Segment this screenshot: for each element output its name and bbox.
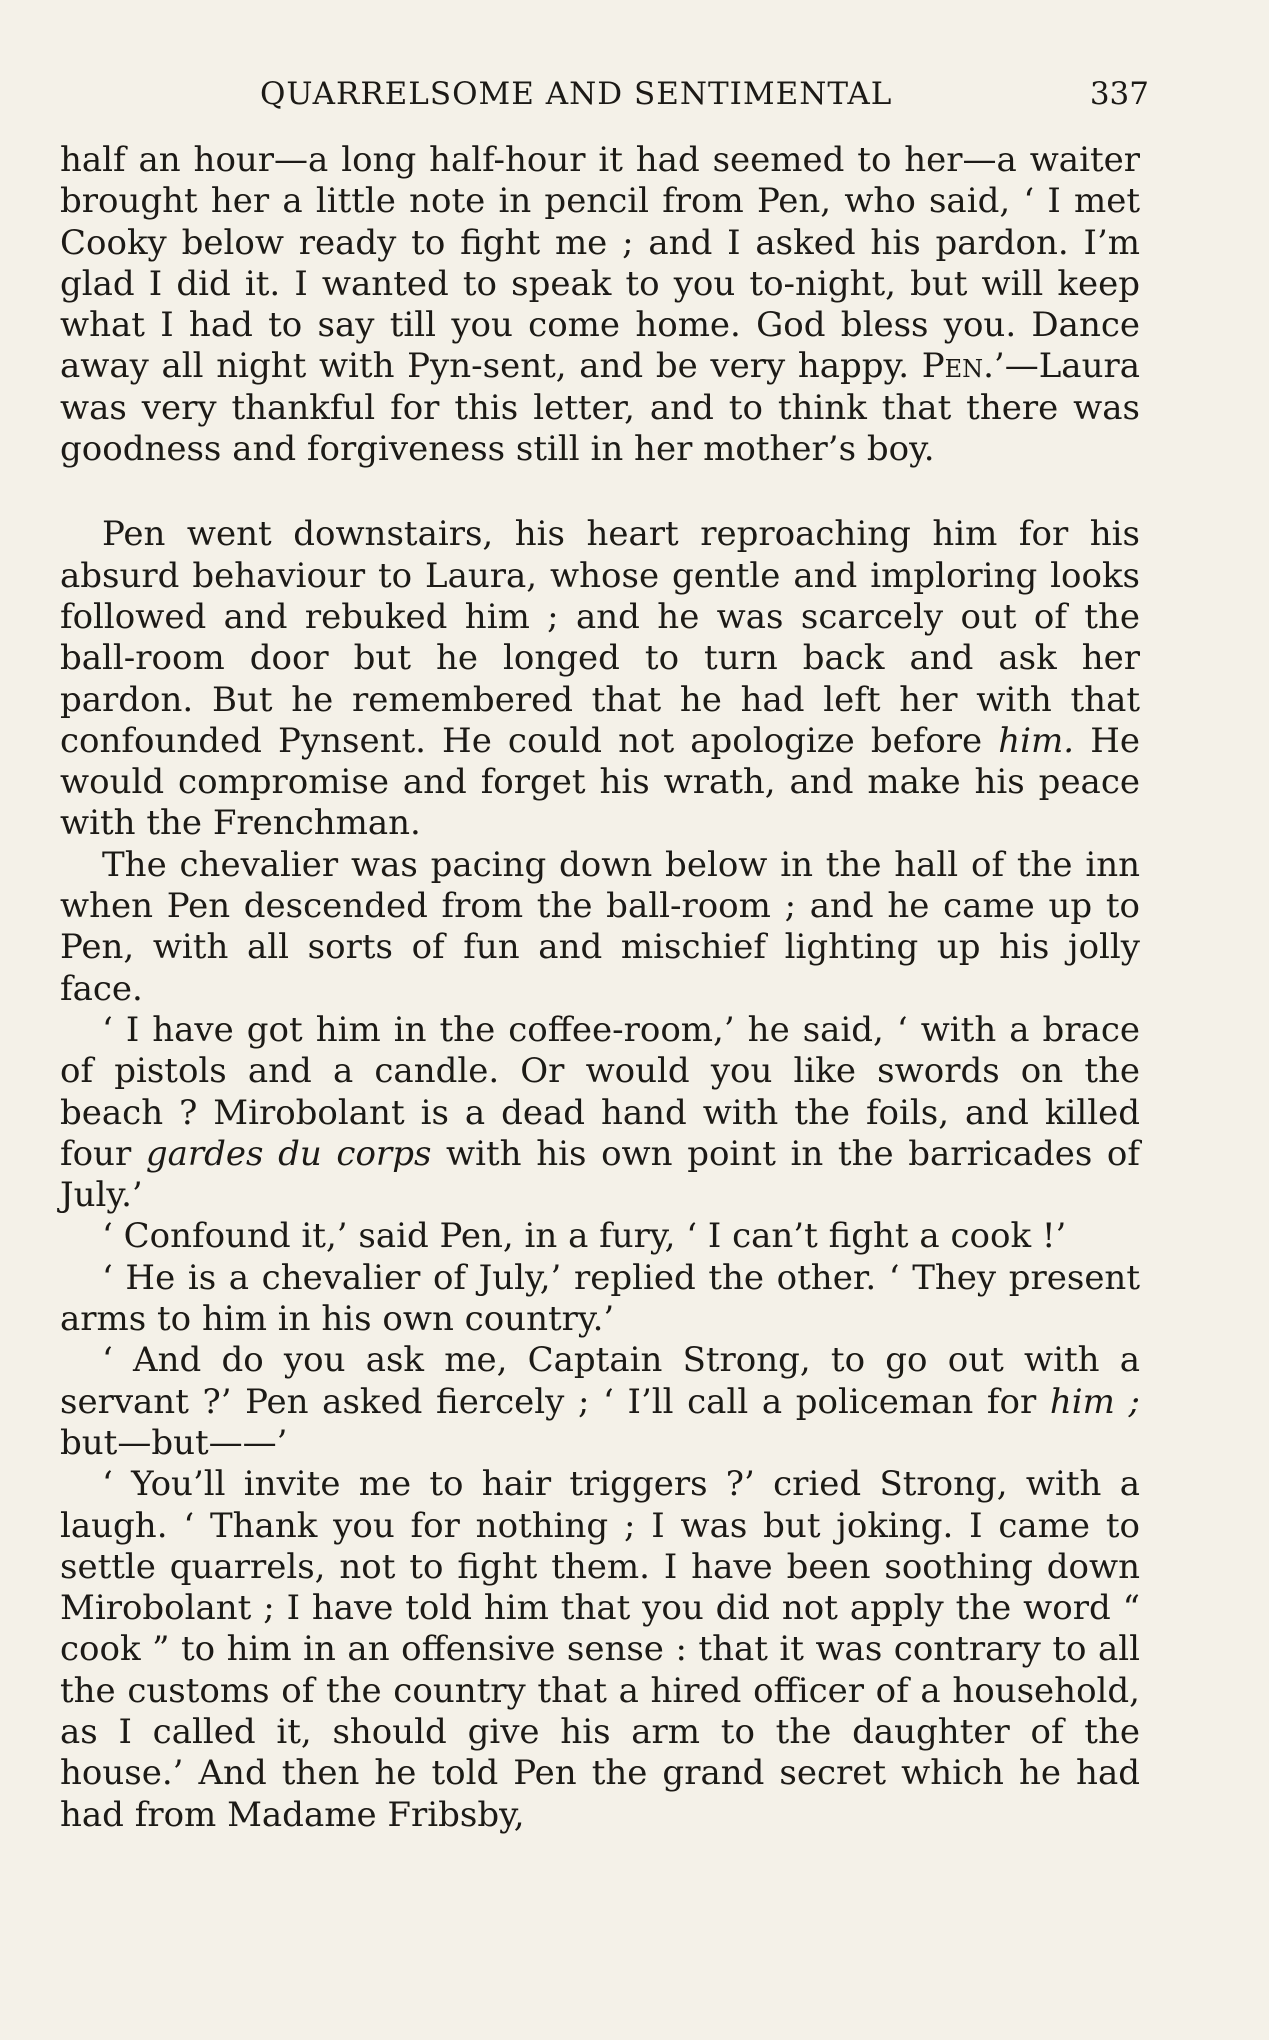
paragraph-4-text-a: ‘ I have got him in the coffee-room,’ he said, ‘ with a brace of pistols and a candle. Or would you like swords on the beach ? Mirobolant is a dead hand with the foils, and killed four	[60, 1009, 1140, 1174]
paragraph-2-text-b: He would compromise and forget his wrath, and make his peace with the Frenchman.	[60, 720, 1140, 844]
paragraph-4	[60, 1010, 1140, 1216]
paragraph-2-emphasis: him.	[998, 720, 1075, 761]
paragraph-5: ‘ Confound it,’ said Pen, in a fury, ‘ I can’t fight a cook !’	[102, 1216, 1067, 1257]
paragraph-1-text-a: half an hour—a long half-hour it had seemed to her—a waiter brought her a little note in pencil from Pen, who said, ‘ I met Cooky below ready to fight me ; and I asked his pardon. I’m glad I did it. I wanted to speak to you to-night, but will keep what I had to say till you come home. God bless you. Dance away all night with Pyn-sent, and be very happy.	[60, 140, 1140, 387]
paragraph-7-text-b: but—but——’	[60, 1422, 288, 1463]
paragraph-8: ‘ You’ll invite me to hair triggers ?’ cried Strong, with a laugh. ‘ Thank you for nothing ; I was but joking. I came to settle quarrels, not to fight them. I have been soothing down Mirobolant ; I have told him that you did not apply the word “ cook ” to him in an offensive sense : that it was contrary to all the customs of the country that a hired officer of a household, as I called it, should give his arm to the daughter of the house.’ And then he told Pen the grand secret which he had had from Madame Fribsby,	[60, 1464, 1140, 1835]
paragraph-1	[60, 140, 1140, 470]
running-head	[60, 72, 1149, 122]
paragraph-4-emphasis: gardes du corps	[145, 1133, 432, 1174]
book-page	[60, 72, 1149, 1836]
paragraph-2-text-a: Pen went downstairs, his heart reproaching him for his absurd behaviour to Laura, whose gentle and imploring looks followed and rebuked him ; and he was scarcely out of the ball-room door but he longed to turn back and ask her pardon. But he remembered that he had left her with that confounded Pynsent. He could not apologize before	[60, 514, 1140, 761]
paragraph-7	[60, 1340, 1140, 1464]
paragraph-4-text-b: with his own point in the barricades of July.’	[60, 1133, 1140, 1216]
page-number: 337	[1089, 76, 1149, 112]
paragraph-6: ‘ He is a chevalier of July,’ replied the other. ‘ They present arms to him in his own country.’	[60, 1257, 1140, 1340]
paragraph-7-emphasis: him ;	[1049, 1381, 1140, 1422]
chapter-title: QUARRELSOME AND SENTIMENTAL	[260, 76, 893, 112]
paragraph-3: The chevalier was pacing down below in the hall of the inn when Pen descended from the ball-room ; and he came up to Pen, with all sorts of fun and mischief lighting up his jolly face.	[60, 844, 1140, 1009]
signature-pen: Pen.	[921, 346, 994, 387]
paragraph-1-text-b: ’—Laura was very thankful for this letter, and to think that there was goodness and forgiveness still in her mother’s boy.	[60, 346, 1140, 470]
paragraph-2	[60, 514, 1140, 844]
paragraph-7-text-a: ‘ And do you ask me, Captain Strong, to go out with a servant ?’ Pen asked fiercely ; ‘ I’ll call a policeman for	[60, 1340, 1140, 1422]
section-break	[60, 470, 1140, 514]
